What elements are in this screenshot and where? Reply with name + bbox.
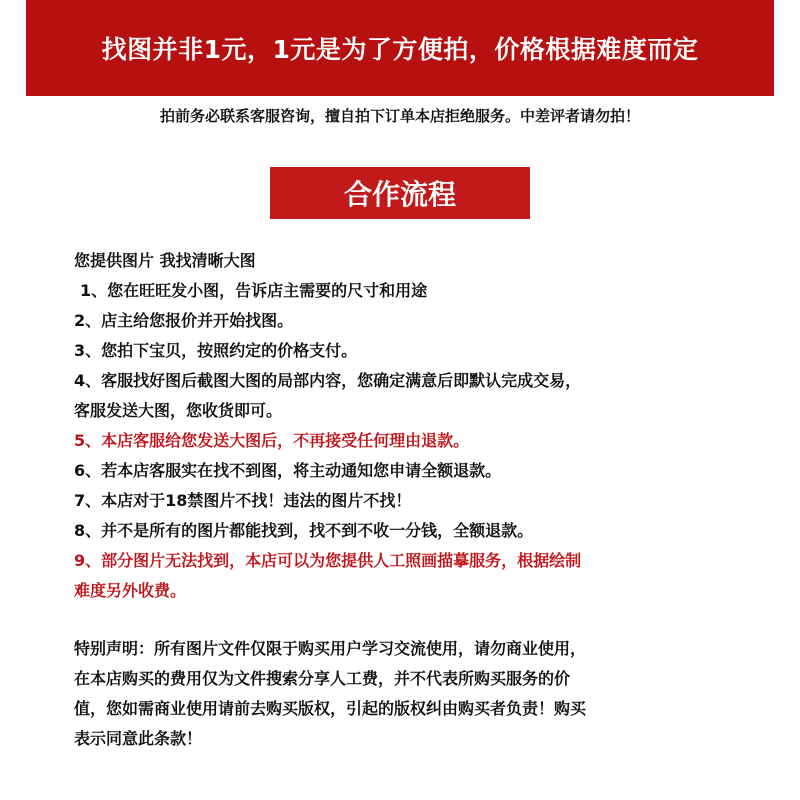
step-4-continued: 客服发送大图，您收货即可。: [74, 401, 283, 420]
disclaimer-line-1: 特别声明：所有图片文件仅限于购买用户学习交流使用，请勿商业使用，: [74, 639, 587, 658]
disclaimer-line-3: 值，您如需商业使用请前去购买版权，引起的版权纠由购买者负责！购买: [74, 699, 587, 718]
section-title-badge: 合作流程: [270, 167, 530, 219]
step-8: 8、并不是所有的图片都能找到，找不到不收一分钱，全额退款。: [74, 521, 534, 540]
step-9-continued: 难度另外收费。: [74, 581, 187, 600]
spacer: [74, 606, 734, 634]
disclaimer-line-4: 表示同意此条款！: [74, 729, 203, 748]
step-4: 4、客服找好图后截图大图的局部内容，您确定满意后即默认完成交易，: [74, 371, 582, 390]
banner-title: 找图并非1元，1元是为了方便拍，价格根据难度而定: [101, 35, 699, 64]
process-content: [74, 246, 734, 754]
intro-line: 您提供图片 我找清晰大图: [74, 251, 256, 270]
step-2: 2、店主给您报价并开始找图。: [74, 311, 294, 330]
step-9: 9、部分图片无法找到，本店可以为您提供人工照画描摹服务，根据绘制: [74, 551, 582, 570]
step-1: 1、您在旺旺发小图，告诉店主需要的尺寸和用途: [80, 281, 428, 300]
notice-text: 拍前务必联系客服咨询，擅自拍下订单本店拒绝服务。中差评者请勿拍！: [159, 106, 640, 125]
top-banner: [26, 0, 774, 96]
step-5: 5、本店客服给您发送大图后，不再接受任何理由退款。: [74, 431, 470, 450]
step-3: 3、您拍下宝贝，按照约定的价格支付。: [74, 341, 358, 360]
disclaimer-line-2: 在本店购买的费用仅为文件搜索分享人工费，并不代表所购买服务的价: [74, 669, 571, 688]
step-6: 6、若本店客服实在找不到图，将主动通知您申请全额退款。: [74, 461, 502, 480]
step-7: 7、本店对于18禁图片不找！违法的图片不找！: [74, 491, 412, 510]
